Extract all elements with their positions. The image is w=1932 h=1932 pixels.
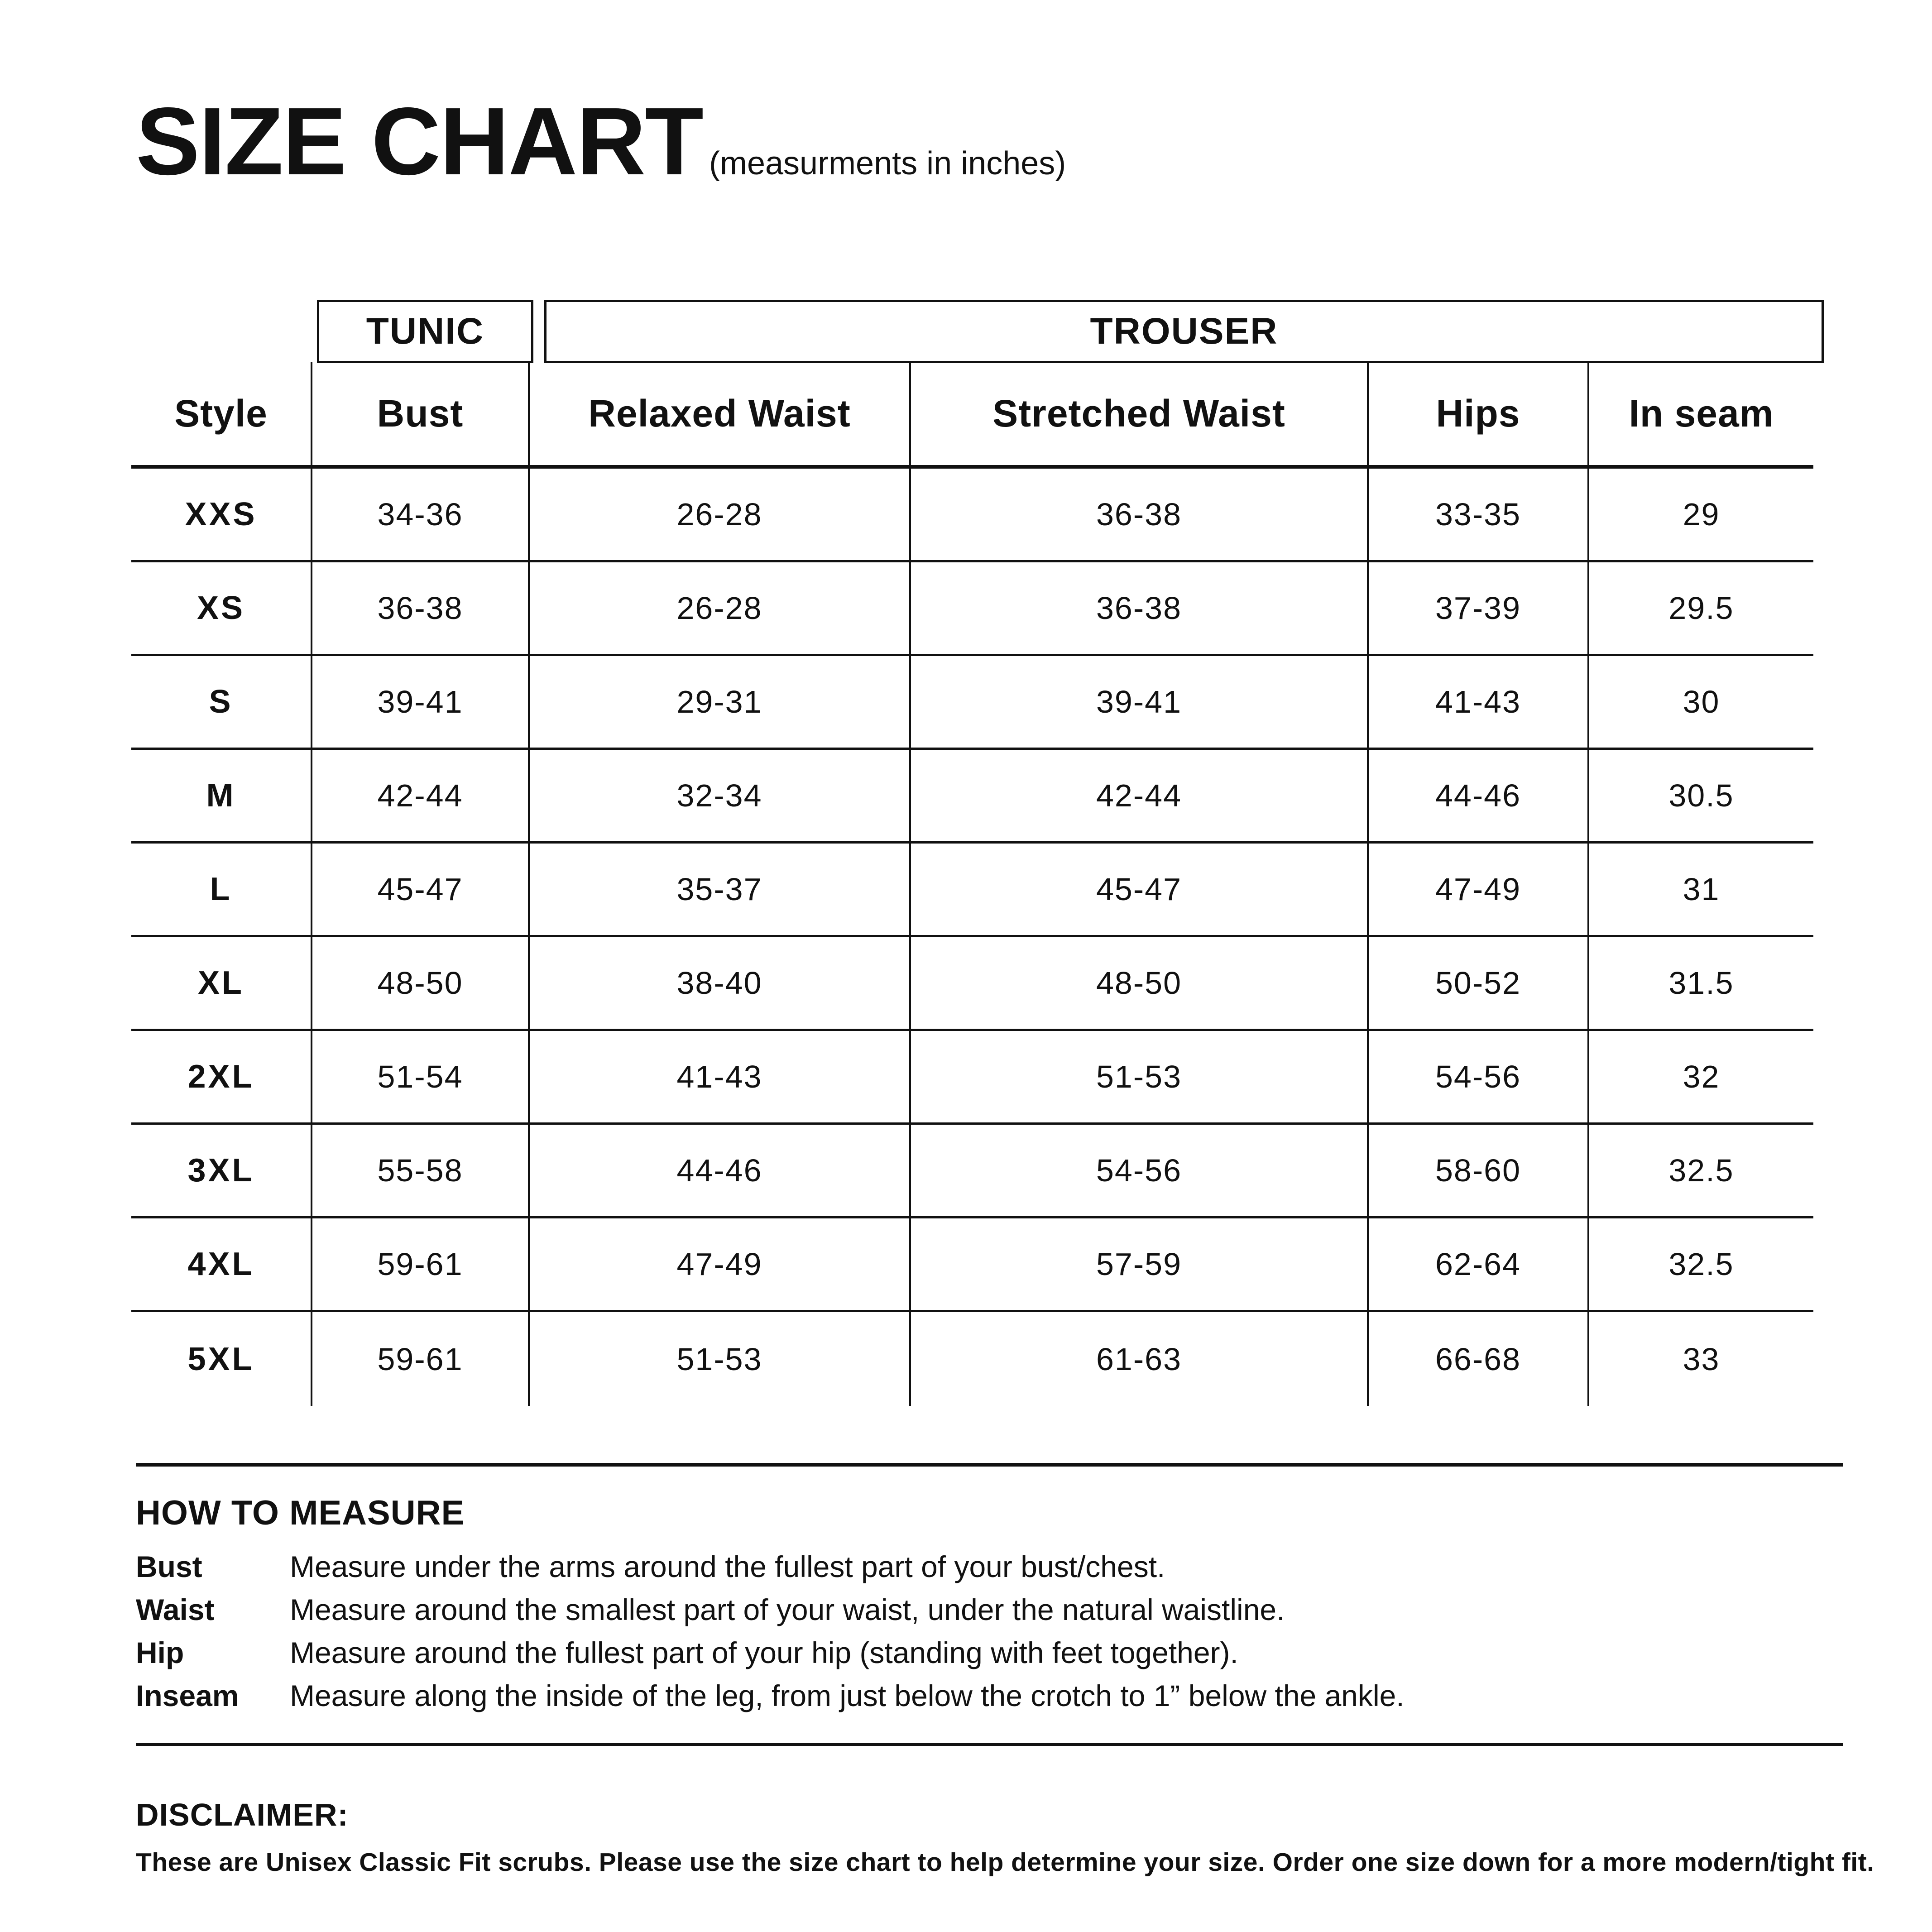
relaxed-waist-value: 44-46 xyxy=(530,1125,911,1218)
relaxed-waist-value: 35-37 xyxy=(530,844,911,937)
hips-value: 33-35 xyxy=(1369,469,1589,562)
stretched-waist-value: 36-38 xyxy=(911,562,1369,656)
style-label: 3XL xyxy=(131,1125,312,1218)
list-item xyxy=(136,1588,1856,1631)
style-label: XXS xyxy=(131,469,312,562)
measure-term: Bust xyxy=(136,1549,202,1583)
inseam-value: 32 xyxy=(1589,1031,1813,1125)
disclaimer-text: These are Unisex Classic Fit scrubs. Please use the size chart to help determine your size. Order one size down for a more modern/tight fit. xyxy=(136,1848,1874,1877)
stretched-waist-value: 57-59 xyxy=(911,1218,1369,1312)
bust-value: 48-50 xyxy=(312,937,530,1031)
style-label: S xyxy=(131,656,312,750)
divider-top xyxy=(136,1463,1843,1467)
column-header-style: Style xyxy=(131,362,312,469)
disclaimer-heading: DISCLAIMER: xyxy=(136,1797,349,1832)
bust-value: 42-44 xyxy=(312,750,530,844)
hips-value: 66-68 xyxy=(1369,1312,1589,1406)
style-label: XL xyxy=(131,937,312,1031)
measure-description: Measure along the inside of the leg, from just below the crotch to 1” below the ankle. xyxy=(290,1678,1405,1712)
list-item xyxy=(136,1545,1856,1588)
table-group-headers xyxy=(317,300,1824,363)
bust-value: 45-47 xyxy=(312,844,530,937)
hips-value: 62-64 xyxy=(1369,1218,1589,1312)
relaxed-waist-value: 29-31 xyxy=(530,656,911,750)
measure-description: Measure under the arms around the fullest part of your bust/chest. xyxy=(290,1549,1165,1583)
divider-bottom xyxy=(136,1743,1843,1746)
bust-value: 55-58 xyxy=(312,1125,530,1218)
inseam-value: 32.5 xyxy=(1589,1125,1813,1218)
how-to-measure-heading: HOW TO MEASURE xyxy=(136,1494,465,1532)
stretched-waist-value: 48-50 xyxy=(911,937,1369,1031)
inseam-value: 29 xyxy=(1589,469,1813,562)
column-header-hips: Hips xyxy=(1369,362,1589,469)
column-header-stretched-waist: Stretched Waist xyxy=(911,362,1369,469)
bust-value: 39-41 xyxy=(312,656,530,750)
style-label: L xyxy=(131,844,312,937)
hips-value: 50-52 xyxy=(1369,937,1589,1031)
inseam-value: 30.5 xyxy=(1589,750,1813,844)
inseam-value: 29.5 xyxy=(1589,562,1813,656)
measure-term: Waist xyxy=(136,1592,215,1626)
stretched-waist-value: 61-63 xyxy=(911,1312,1369,1406)
relaxed-waist-value: 51-53 xyxy=(530,1312,911,1406)
inseam-value: 33 xyxy=(1683,1341,1720,1377)
bust-value: 59-61 xyxy=(312,1218,530,1312)
relaxed-waist-value: 26-28 xyxy=(530,469,911,562)
hips-value: 47-49 xyxy=(1369,844,1589,937)
list-item xyxy=(136,1674,1856,1717)
stretched-waist-value: 39-41 xyxy=(911,656,1369,750)
stretched-waist-value: 51-53 xyxy=(911,1031,1369,1125)
hips-value: 44-46 xyxy=(1369,750,1589,844)
page-subtitle: (measurments in inches) xyxy=(709,145,1066,182)
hips-value: 37-39 xyxy=(1369,562,1589,656)
group-header-tunic: TUNIC xyxy=(317,300,533,363)
column-header-relaxed-waist: Relaxed Waist xyxy=(530,362,911,469)
style-label: M xyxy=(131,750,312,844)
hips-value: 41-43 xyxy=(1369,656,1589,750)
list-item xyxy=(136,1631,1856,1674)
title-row xyxy=(136,88,1066,194)
measure-description: Measure around the fullest part of your hip (standing with feet together). xyxy=(290,1635,1238,1669)
relaxed-waist-value: 32-34 xyxy=(530,750,911,844)
inseam-value: 31 xyxy=(1589,844,1813,937)
bust-value: 59-61 xyxy=(312,1312,530,1406)
inseam-value: 31.5 xyxy=(1589,937,1813,1031)
inseam-value: 30 xyxy=(1589,656,1813,750)
bust-value: 51-54 xyxy=(312,1031,530,1125)
column-header-bust: Bust xyxy=(312,362,530,469)
relaxed-waist-value: 26-28 xyxy=(530,562,911,656)
relaxed-waist-value: 38-40 xyxy=(530,937,911,1031)
relaxed-waist-value: 47-49 xyxy=(530,1218,911,1312)
size-table xyxy=(131,362,1813,1406)
inseam-value: 32.5 xyxy=(1589,1218,1813,1312)
style-label: 2XL xyxy=(131,1031,312,1125)
hips-value: 58-60 xyxy=(1369,1125,1589,1218)
page-title: SIZE CHART xyxy=(136,87,703,195)
column-header-inseam: In seam xyxy=(1589,362,1813,469)
stretched-waist-value: 54-56 xyxy=(911,1125,1369,1218)
bust-value: 36-38 xyxy=(312,562,530,656)
stretched-waist-value: 42-44 xyxy=(911,750,1369,844)
stretched-waist-value: 45-47 xyxy=(911,844,1369,937)
bust-value: 34-36 xyxy=(312,469,530,562)
group-header-trouser: TROUSER xyxy=(544,300,1824,363)
style-label: 5XL xyxy=(131,1312,312,1406)
how-to-measure-list xyxy=(136,1545,1856,1717)
hips-value: 54-56 xyxy=(1369,1031,1589,1125)
measure-term: Hip xyxy=(136,1635,184,1669)
style-label: 4XL xyxy=(131,1218,312,1312)
relaxed-waist-value: 41-43 xyxy=(530,1031,911,1125)
measure-term: Inseam xyxy=(136,1678,239,1712)
stretched-waist-value: 36-38 xyxy=(911,469,1369,562)
style-label: XS xyxy=(131,562,312,656)
measure-description: Measure around the smallest part of your waist, under the natural waistline. xyxy=(290,1592,1285,1626)
